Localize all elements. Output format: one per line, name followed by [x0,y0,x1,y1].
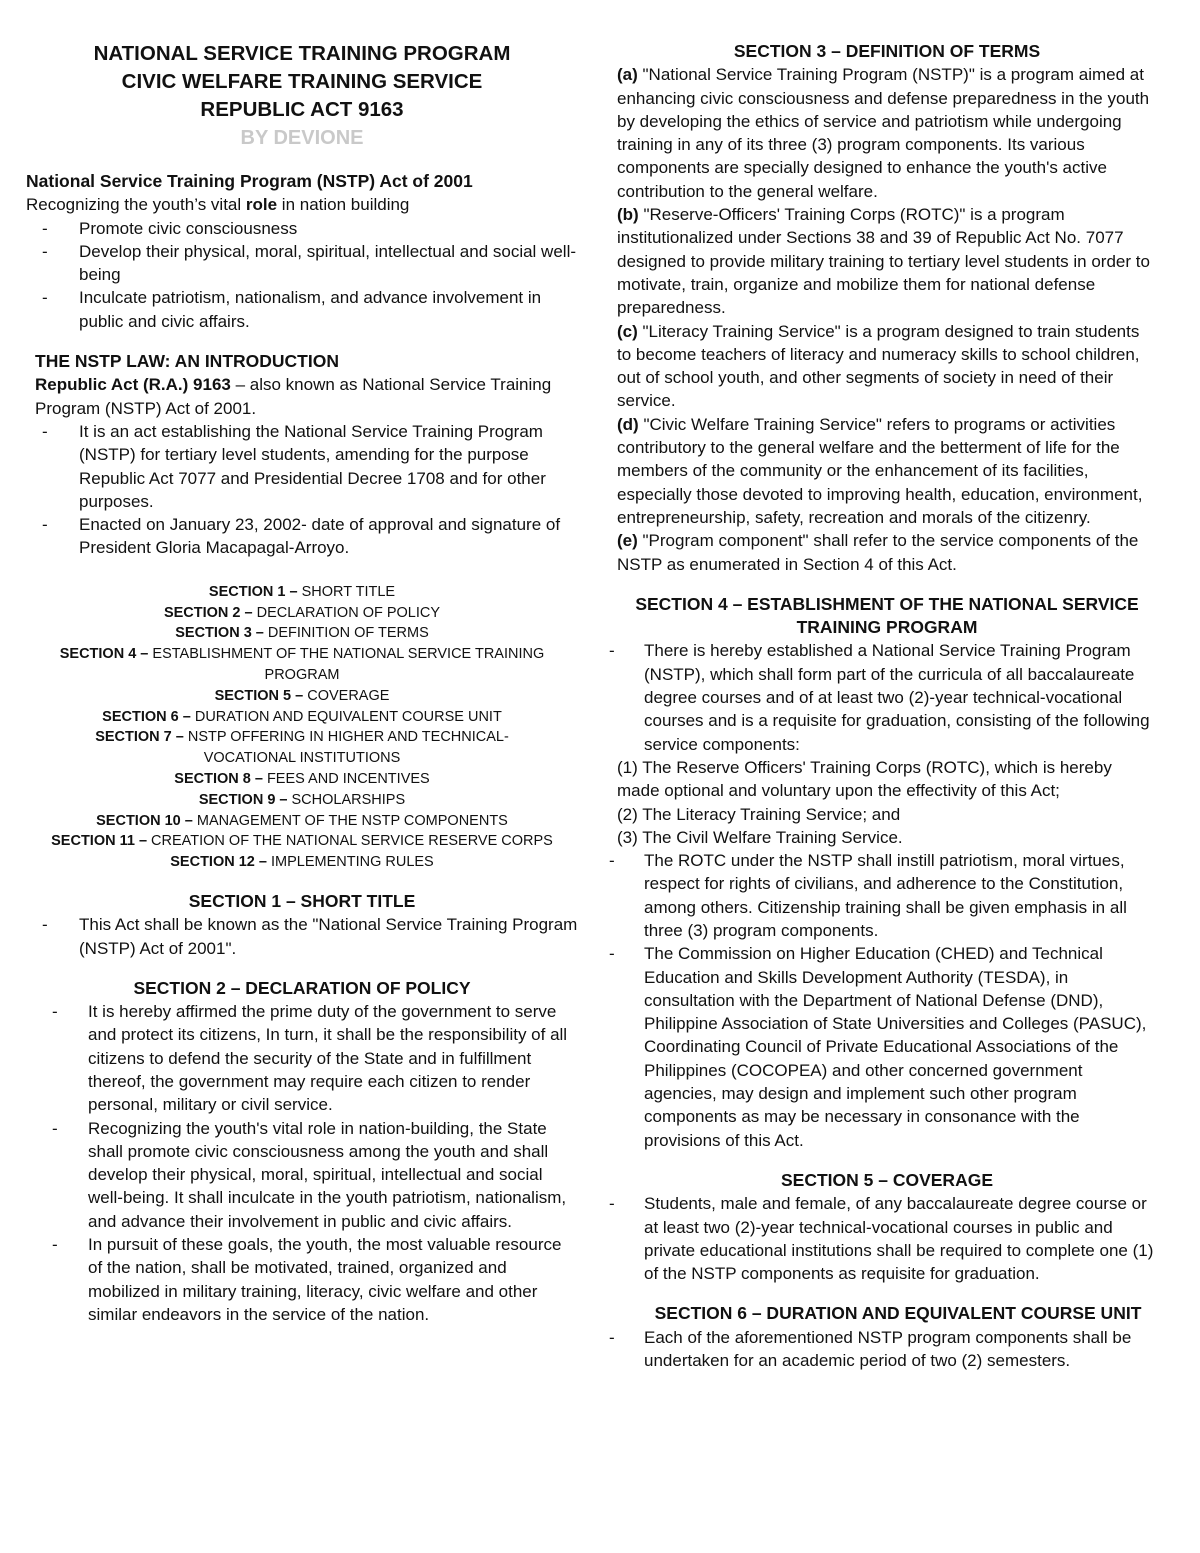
intro-block [26,170,578,333]
toc-title: ESTABLISHMENT OF THE NATIONAL SERVICE TRAINING PROGRAM [148,646,545,683]
toc-num: SECTION 3 – [175,625,264,642]
toc-item [26,686,578,707]
document-title [26,40,578,152]
term-definition [617,529,1157,576]
section-5 [617,1169,1157,1285]
list-item: - The Commission on Higher Education (CHED) and Technical Education and Skills Development Authority (TESDA), in consultation with the Department of National Defense (DND), Philippine Association of State Universities and Colleges (PASUC), Coordinating Council of Private Educational Associations of the Philippines (COCOPEA) and other concerned government agencies, may design and implement such other program components as may be necessary in consonance with the provisions of this Act. [617,942,1157,1152]
term-definition [617,320,1157,413]
list-item: - Inculcate patriotism, nationalism, and advance involvement in public and civic affairs. [26,286,578,333]
toc-num: SECTION 6 – [102,708,191,725]
toc-title: SCHOLARSHIPS [287,791,406,808]
toc-title: DURATION AND EQUIVALENT COURSE UNIT [190,708,502,725]
toc-title: IMPLEMENTING RULES [266,854,434,871]
toc-item [26,582,578,603]
list-item: - Recognizing the youth's vital role in nation-building, the State shall promote civic consciousness among the youth and shall develop their physical, moral, spiritual, intellectual and social well-being. It shall inculcate in the youth patriotism, nationalism, and advance their involvement in public and civic affairs. [26,1117,578,1233]
toc-num: SECTION 12 – [170,854,267,871]
toc-num: SECTION 7 – [95,729,184,746]
section-list [617,849,1157,1152]
section-1 [26,890,578,960]
toc-num: SECTION 1 – [208,583,298,600]
section-3 [617,40,1157,576]
list-item: - The ROTC under the NSTP shall instill patriotism, moral virtues, respect for rights of civilians, and adherence to the Constitution, among others. Citizenship training shall be given emphasis in all three (3) program components. [617,849,1157,942]
term-definition [617,203,1157,319]
list-item: - Develop their physical, moral, spiritual, intellectual and social well-being [26,240,578,287]
law-intro-block [26,350,578,560]
toc-item [26,852,578,873]
list-item: - It is hereby affirmed the prime duty of the government to serve and protect its citizens, In turn, it shall be the responsibility of all citizens to defend the security of the State and in fulfillment thereof, the government may require each citizen to render personal, military or civil service. [26,1000,578,1116]
term-definition [617,63,1157,203]
left-column [26,40,578,1326]
section-heading: SECTION 2 – DECLARATION OF POLICY [133,977,471,998]
term-label: (a) [617,65,638,85]
right-column [617,40,1157,1372]
toc-title: COVERAGE [303,687,390,704]
intro-bold: role [245,195,278,215]
toc-title: SHORT TITLE [297,583,396,600]
toc-title: CREATION OF THE NATIONAL SERVICE RESERVE CORPS [147,833,553,850]
term-label: (b) [617,205,639,225]
term-text: "Literacy Training Service" is a program designed to train students to become teachers of literacy and numeracy skills to school children, out of school youth, and other segments of society in need of their service. [617,321,1140,411]
section-heading: SECTION 4 – ESTABLISHMENT OF THE NATIONAL SERVICE TRAINING PROGRAM [635,593,1139,638]
term-definition [617,413,1157,529]
section-list [26,1000,578,1326]
toc-item [26,603,578,624]
toc-title: DECLARATION OF POLICY [252,604,441,621]
toc-item [26,790,578,811]
section-list [26,913,578,960]
toc-item [26,707,578,728]
list-item: - It is an act establishing the National Service Training Program (NSTP) for tertiary level students, amending for the purpose Republic Act 7077 and Presidential Decree 1708 and for other purposes. [26,420,578,513]
toc-title: MANAGEMENT OF THE NSTP COMPONENTS [192,812,508,829]
ra-bold: Republic Act (R.A.) 9163 [35,375,231,395]
toc-num: SECTION 10 – [96,812,193,829]
toc-item [26,769,578,790]
toc-item [26,623,578,644]
term-label: (d) [617,414,639,434]
toc-num: SECTION 2 – [163,604,253,621]
table-of-contents [26,582,578,873]
section-heading: SECTION 6 – DURATION AND EQUIVALENT COURSE UNIT [654,1303,1142,1324]
term-text: "Reserve-Officers' Training Corps (ROTC)" is a program institutionalized under Sections 38 and 39 of Republic Act No. 7077 designed to provide military training to tertiary level students in order to motivate, train, organize and mobilize them for national defense preparedness. [617,205,1150,318]
section-6 [617,1302,1157,1372]
toc-num: SECTION 5 – [214,687,304,704]
component-item: (3) The Civil Welfare Training Service. [617,827,903,847]
toc-num: SECTION 9 – [198,791,288,808]
law-intro-heading: THE NSTP LAW: AN INTRODUCTION [35,351,339,372]
term-text: "Program component" shall refer to the service components of the NSTP as enumerated in Section 4 of this Act. [617,531,1139,574]
ra-text: – also known as National Service Training Program (NSTP) Act of 2001. [35,375,552,418]
intro-text: Recognizing the youth’s vital [26,195,246,215]
section-heading: SECTION 1 – SHORT TITLE [188,890,416,911]
section-heading: SECTION 3 – DEFINITION OF TERMS [733,41,1041,61]
intro-line [26,193,578,216]
term-label: (c) [617,321,638,341]
component-item: (2) The Literacy Training Service; and [617,804,901,824]
section-list [617,639,1157,755]
ra-line [35,373,578,420]
section-heading: SECTION 5 – COVERAGE [781,1169,993,1190]
toc-title: DEFINITION OF TERMS [263,625,429,642]
toc-item [26,831,578,852]
toc-item [26,811,578,832]
toc-title: FEES AND INCENTIVES [262,770,430,787]
intro-heading: National Service Training Program (NSTP) Act of 2001 [26,171,473,191]
term-label: (e) [617,531,638,551]
toc-num: SECTION 11 – [51,833,148,850]
section-list [617,1326,1157,1373]
list-item: - Each of the aforementioned NSTP program components shall be undertaken for an academic period of two (2) semesters. [617,1326,1157,1373]
toc-num: SECTION 4 – [59,646,149,663]
section-list [617,1192,1157,1285]
toc-title: NSTP OFFERING IN HIGHER AND TECHNICAL-VOCATIONAL INSTITUTIONS [183,729,509,767]
list-item: - Promote civic consciousness [26,217,578,240]
list-item: - Students, male and female, of any baccalaureate degree course or at least two (2)-year technical-vocational courses in public and private educational institutions shall be required to complete one (1) of the NSTP components as requisite for graduation. [617,1192,1157,1285]
toc-item [26,727,578,769]
component-item: (1) The Reserve Officers' Training Corps (ROTC), which is hereby made optional and voluntary upon the effectivity of this Act; [617,757,1112,801]
section-4 [617,593,1157,1152]
term-text: "Civic Welfare Training Service" refers to programs or activities contributory to the general welfare and the betterment of life for the members of the community or the enhancement of its facilities, especially those devoted to improving health, education, environment, entrepreneurship, safety, recreation and morals of the citizenry. [617,414,1143,527]
toc-item [26,644,578,686]
law-intro-list [26,420,578,560]
list-item: - There is hereby established a National Service Training Program (NSTP), which shall form part of the curricula of all baccalaureate degree courses and of at least two (2)-year technical-vocational courses and is a requisite for graduation, consisting of the following service components: [617,639,1157,755]
list-item: - In pursuit of these goals, the youth, the most valuable resource of the nation, shall be motivated, trained, organized and mobilized in military training, literacy, civic welfare and other similar endeavors in the service of the nation. [26,1233,578,1326]
list-item: - Enacted on January 23, 2002- date of approval and signature of President Gloria Macapagal-Arroyo. [26,513,578,560]
title-line: REPUBLIC ACT 9163 [200,98,404,121]
section-2 [26,977,578,1326]
byline: BY DEVIONE [240,127,364,149]
title-line: NATIONAL SERVICE TRAINING PROGRAM [93,42,511,65]
list-item: - This Act shall be known as the "National Service Training Program (NSTP) Act of 2001". [26,913,578,960]
title-line: CIVIC WELFARE TRAINING SERVICE [121,70,483,93]
intro-list [26,217,578,333]
intro-text: in nation building [277,195,410,215]
toc-num: SECTION 8 – [174,770,263,787]
term-text: "National Service Training Program (NSTP)" is a program aimed at enhancing civic consciousness and defense preparedness in the youth by developing the ethics of service and patriotism while undergoing training in any of its three (3) program components. Its various components are specially designed to enhance the youth's active contribution to the general welfare. [617,65,1150,201]
